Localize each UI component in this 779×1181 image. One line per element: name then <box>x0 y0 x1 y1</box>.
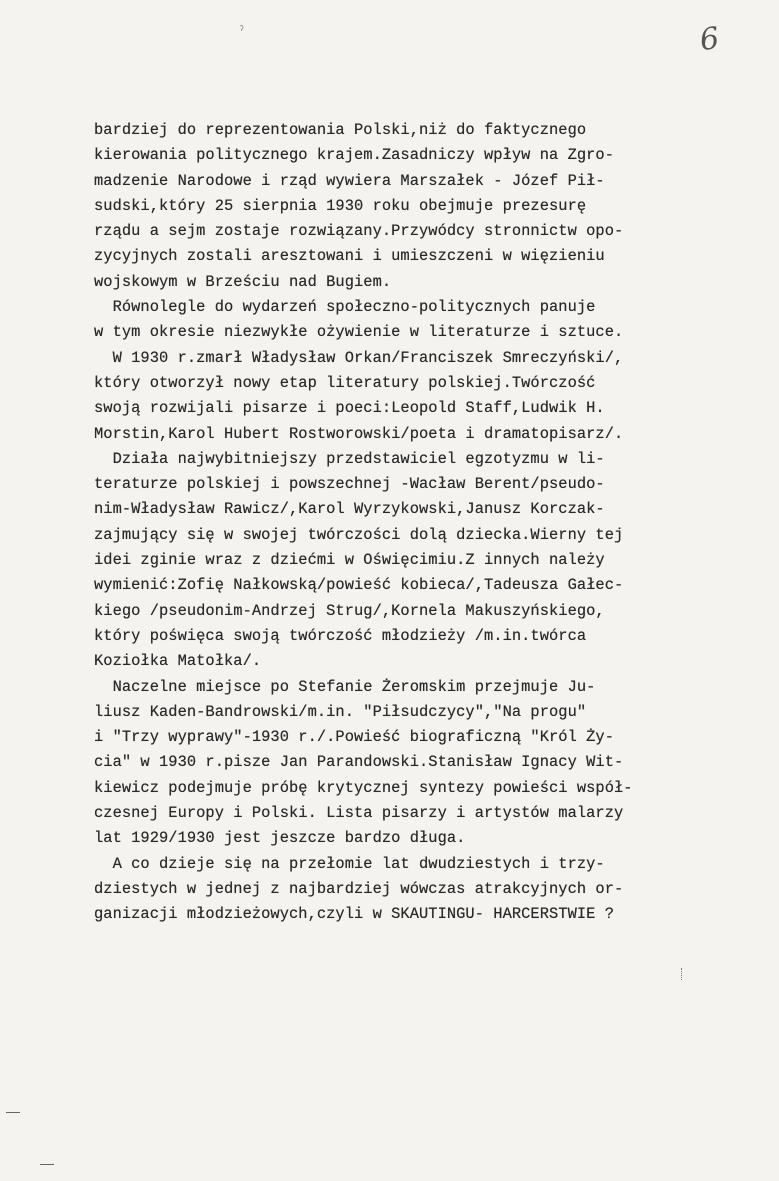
left-margin-mark-upper <box>6 1112 20 1113</box>
text-line: który otworzył nowy etap literatury polskiej.Twórczość <box>94 373 596 392</box>
text-line: w tym okresie niezwykłe ożywienie w literaturze i sztuce. <box>94 323 624 342</box>
text-line: kierowania politycznego krajem.Zasadniczy wpływ na Zgro- <box>94 146 615 165</box>
text-line: nim-Władysław Rawicz/,Karol Wyrzykowski,Janusz Korczak- <box>94 500 605 519</box>
left-margin-mark-lower <box>40 1164 54 1165</box>
text-line: Równolegle do wydarzeń społeczno-politycznych panuje <box>94 298 596 317</box>
text-line: sudski,który 25 sierpnia 1930 roku obejmuje prezesurę <box>94 196 587 215</box>
page-number: 6 <box>697 20 722 59</box>
text-line: A co dzieje się na przełomie lat dwudziestych i trzy- <box>94 854 605 873</box>
typed-text-body <box>94 118 714 928</box>
text-line: kiewicz podejmuje próbę krytycznej syntezy powieści współ- <box>94 778 633 797</box>
text-line: czesnej Europy i Polski. Lista pisarzy i artystów malarzy <box>94 804 624 823</box>
text-line: który poświęca swoją twórczość młodzieży /m.in.twórca <box>94 626 587 645</box>
text-line: dziestych w jednej z najbardziej wówczas atrakcyjnych or- <box>94 879 624 898</box>
paper-speck: ˀ <box>238 24 246 38</box>
text-line: ganizacji młodzieżowych,czyli w SKAUTINGU- HARCERSTWIE ? <box>94 905 615 924</box>
text-line: zajmujący się w swojej twórczości dolą dziecka.Wierny tej <box>94 525 624 544</box>
text-line: Morstin,Karol Hubert Rostworowski/poeta i dramatopisarz/. <box>94 424 624 443</box>
text-line: i "Trzy wyprawy"-1930 r./.Powieść biograficzną "Król Ży- <box>94 728 615 747</box>
text-line: idei zginie wraz z dziećmi w Oświęcimiu.Z innych należy <box>94 551 605 570</box>
text-line: zycyjnych zostali aresztowani i umieszczeni w więzieniu <box>94 247 605 266</box>
text-line: rządu a sejm zostaje rozwiązany.Przywódcy stronnictw opo- <box>94 222 624 241</box>
text-line: W 1930 r.zmarł Władysław Orkan/Franciszek Smreczyński/, <box>94 348 624 367</box>
text-line: lat 1929/1930 jest jeszcze bardzo długa. <box>94 829 466 848</box>
text-line: Naczelne miejsce po Stefanie Żeromskim przejmuje Ju- <box>94 677 596 696</box>
text-line: liusz Kaden-Bandrowski/m.in. "Piłsudczycy","Na progu" <box>94 702 587 721</box>
text-line: cia" w 1930 r.pisze Jan Parandowski.Stanisław Ignacy Wit- <box>94 753 624 772</box>
text-line: wymienić:Zofię Nałkowską/powieść kobieca/,Tadeusza Gałec- <box>94 576 624 595</box>
text-line: Działa najwybitniejszy przedstawiciel egzotyzmu w li- <box>94 449 605 468</box>
text-line: kiego /pseudonim-Andrzej Strug/,Kornela Makuszyńskiego, <box>94 601 605 620</box>
text-line: Koziołka Matołka/. <box>94 652 262 671</box>
text-line: teraturze polskiej i powszechnej -Wacław Berent/pseudo- <box>94 475 605 494</box>
text-line: madzenie Narodowe i rząd wywiera Marszałek - Józef Pił- <box>94 171 605 190</box>
margin-dot-mark <box>681 968 684 980</box>
text-line: swoją rozwijali pisarze i poeci:Leopold Staff,Ludwik H. <box>94 399 605 418</box>
text-line: wojskowym w Brześciu nad Bugiem. <box>94 272 392 291</box>
text-line: bardziej do reprezentowania Polski,niż do faktycznego <box>94 121 587 139</box>
